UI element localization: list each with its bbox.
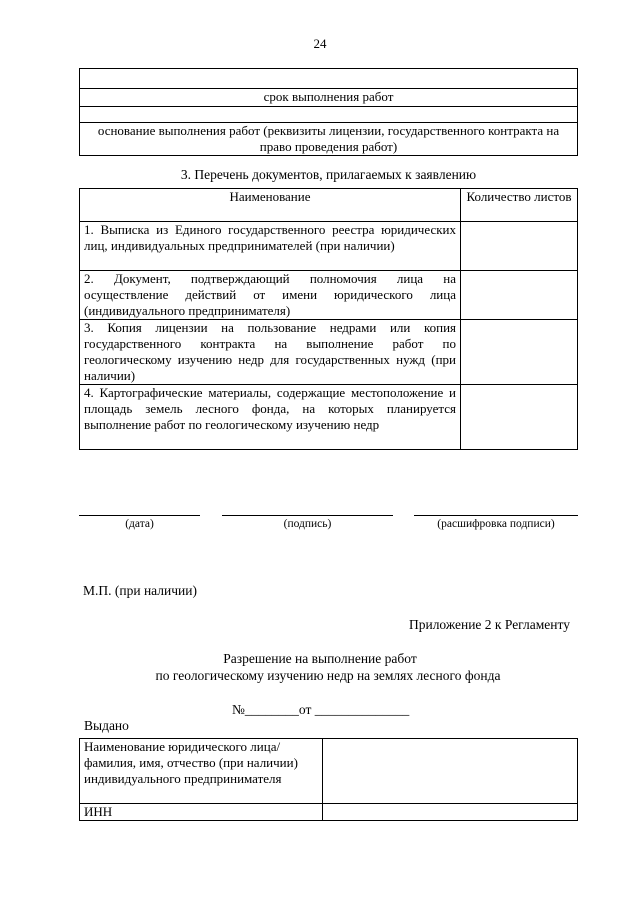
legal-entity-label: Наименование юридического лица/ фамилия, имя, отчество (при наличии) индивидуального предпринимателя: [80, 739, 323, 804]
work-period-label: срок выполнения работ: [80, 89, 578, 107]
table-row: [80, 804, 578, 821]
header-name: Наименование: [80, 189, 461, 222]
document-name: 4. Картографические материалы, содержащие местоположение и площадь земель лесного фонда, на которых планируется выполнение работ по геологическому изучению недр: [80, 385, 461, 450]
permit-number-line: №________от ______________: [232, 702, 410, 717]
issued-label: Выдано: [84, 718, 129, 733]
table-row: [80, 320, 578, 385]
document-name: 1. Выписка из Единого государственного реестра юридических лиц, индивидуальных предпринимателей (при наличии): [80, 222, 461, 271]
document-name: 3. Копия лицензии на пользование недрами или копия государственного контракта на выполнение работ по геологическому изучению недр для государственных нужд (при наличии): [80, 320, 461, 385]
header-count: Количество листов: [461, 189, 578, 222]
document-count: [461, 385, 578, 450]
date-label: (дата): [125, 518, 154, 530]
document-count: [461, 222, 578, 271]
table-row: [80, 385, 578, 450]
table-row: [80, 222, 578, 271]
permit-title-line2: по геологическому изучению недр на землях лесного фонда: [155, 668, 501, 683]
attached-documents-table: [79, 188, 578, 450]
work-details-table: [79, 68, 578, 156]
work-basis-label: основание выполнения работ (реквизиты лицензии, государственного контракта на право проведения работ): [80, 123, 578, 156]
appendix-label: Приложение 2 к Регламенту: [408, 617, 570, 632]
issued-table: [79, 738, 578, 821]
permit-title-line1: Разрешение на выполнение работ: [223, 651, 417, 666]
page-number: 24: [313, 36, 327, 51]
table-row: [80, 271, 578, 320]
document-name: 2. Документ, подтверждающий полномочия лица на осуществление действий от имени юридического лица (индивидуального предпринимателя): [80, 271, 461, 320]
table-row: [80, 739, 578, 804]
inn-label: ИНН: [80, 804, 323, 821]
signature-label: (подпись): [283, 518, 332, 530]
date-line: [79, 515, 200, 516]
legal-entity-value: [323, 739, 578, 804]
table-row-empty-1: [80, 69, 578, 89]
signature-line: [222, 515, 393, 516]
section3-caption: 3. Перечень документов, прилагаемых к заявлению: [180, 167, 477, 182]
inn-value: [323, 804, 578, 821]
table-row-empty-2: [80, 107, 578, 123]
document-count: [461, 320, 578, 385]
signature-decode-line: [414, 515, 578, 516]
signature-decode-label: (расшифровка подписи): [437, 518, 555, 530]
document-count: [461, 271, 578, 320]
stamp-text: М.П. (при наличии): [83, 583, 197, 598]
